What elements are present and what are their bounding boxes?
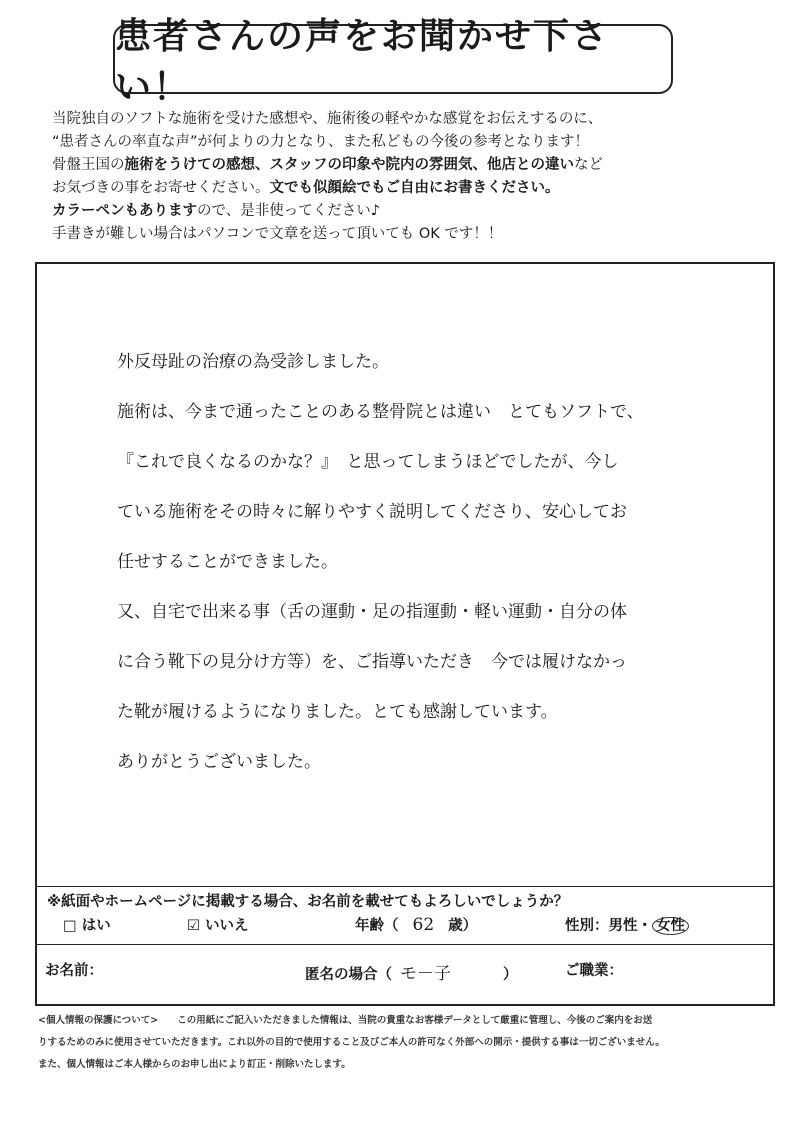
handwritten-message bbox=[117, 337, 737, 787]
comment-form-box bbox=[35, 262, 775, 1006]
message-line: た靴が履けるようになりました。とても感謝しています。 bbox=[117, 702, 558, 722]
privacy-notice bbox=[38, 1010, 778, 1076]
job-label: ご職業： bbox=[565, 963, 623, 979]
no-checkbox[interactable]: ☑ bbox=[187, 918, 200, 934]
yes-label: はい bbox=[81, 918, 111, 934]
anon-close: ） bbox=[503, 967, 518, 983]
no-label: いいえ bbox=[205, 918, 249, 934]
intro-line-4a: お気づきの事をお寄せください。 bbox=[52, 180, 270, 196]
message-line: に合う靴下の見分け方等）を、ご指導いただき 今では履けなかっ bbox=[117, 652, 627, 672]
intro-line-3c: など bbox=[574, 157, 603, 173]
gender-field[interactable] bbox=[565, 914, 689, 935]
age-value[interactable]: 62 bbox=[412, 915, 435, 935]
name-field[interactable] bbox=[45, 959, 103, 980]
gender-label: 性別： bbox=[565, 918, 609, 934]
option-no[interactable] bbox=[187, 914, 249, 935]
occupation-field[interactable] bbox=[565, 959, 623, 980]
gender-female-circled[interactable]: 女性 bbox=[652, 917, 689, 935]
intro-line-3 bbox=[52, 154, 772, 177]
notice-line-3: また、個人情報はご本人様からのお申し出により訂正・削除いたします。 bbox=[38, 1059, 351, 1070]
gender-male[interactable]: 男性 bbox=[608, 918, 638, 934]
intro-line-4b: 文でも似顔絵でもご自由にお書きください。 bbox=[269, 180, 560, 196]
intro-line-2: “患者さんの率直な声”が何よりの力となり、また私どもの今後の参考となります！ bbox=[52, 134, 590, 150]
intro-line-5 bbox=[52, 200, 772, 223]
gender-separator: ・ bbox=[637, 918, 652, 934]
notice-line-1: <個人情報の保護について> この用紙にご記入いただきました情報は、当院の貴重なお客様データとして厳重に管理し、今後のご案内をお送 bbox=[38, 1015, 653, 1026]
publish-question: ※紙面やホームページに掲載する場合、お名前を載せてもよろしいでしょうか？ bbox=[47, 894, 569, 910]
message-line: 又、自宅で出来る事（舌の運動・足の指運動・軽い運動・自分の体 bbox=[117, 602, 627, 622]
divider bbox=[37, 886, 773, 887]
message-line: 任せすることができました。 bbox=[117, 552, 338, 572]
message-line: 外反母趾の治療の為受診しました。 bbox=[117, 352, 389, 372]
intro-text bbox=[52, 108, 772, 246]
anon-value[interactable]: モ－子 bbox=[400, 964, 451, 984]
age-suffix: 歳） bbox=[448, 918, 478, 934]
yes-checkbox[interactable]: □ bbox=[63, 918, 77, 934]
intro-line-5a: カラーペンもあります bbox=[52, 203, 197, 219]
intro-line-5b: ので、是非使ってください♪ bbox=[197, 203, 380, 219]
anon-label: 匿名の場合（ bbox=[305, 967, 392, 983]
intro-line-3a: 骨盤王国の bbox=[52, 157, 125, 173]
message-line: ありがとうございました。 bbox=[117, 752, 321, 772]
message-line: 施術は、今まで通ったことのある整骨院とは違い とてもソフトで、 bbox=[117, 402, 644, 422]
age-field[interactable] bbox=[355, 914, 477, 935]
notice-line-2: りするためのみに使用させていただきます。これ以外の目的で使用すること及びご本人の許可なく外部への開示・提供する事は一切ございません。 bbox=[38, 1037, 665, 1048]
page-title: 患者さんの声をお聞かせ下さい！ bbox=[115, 16, 610, 108]
divider bbox=[37, 944, 773, 945]
intro-line-3b: 施術をうけての感想、スタッフの印象や院内の雰囲気、他店との違い bbox=[124, 157, 574, 173]
age-label: 年齢（ bbox=[355, 918, 399, 934]
message-line: 『これで良くなるのかな？』 と思ってしまうほどでしたが、今し bbox=[117, 452, 619, 472]
intro-line-1: 当院独自のソフトな施術を受けた感想や、施術後の軽やかな感覚をお伝えするのに、 bbox=[52, 111, 603, 127]
intro-line-4 bbox=[52, 177, 772, 200]
title-box bbox=[113, 16, 673, 108]
message-line: ている施術をその時々に解りやすく説明してくださり、安心してお bbox=[117, 502, 627, 522]
name-label: お名前： bbox=[45, 963, 103, 979]
option-yes[interactable] bbox=[63, 914, 111, 935]
intro-line-6: 手書きが難しい場合はパソコンで文章を送って頂いても OK です！！ bbox=[52, 226, 503, 242]
anonymous-name-field[interactable] bbox=[305, 959, 518, 984]
